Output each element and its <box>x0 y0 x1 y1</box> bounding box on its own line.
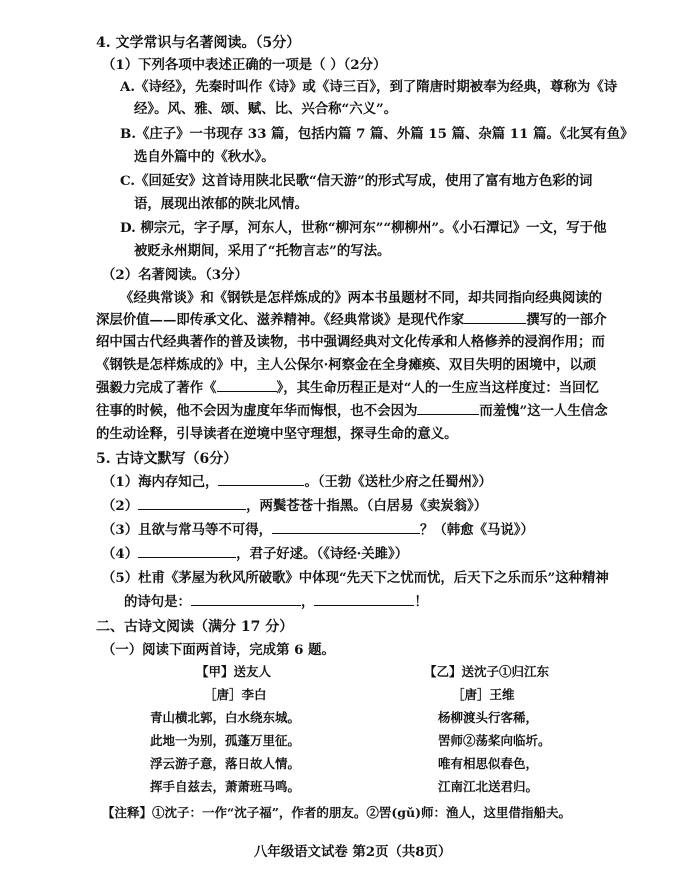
poem-b-title: 【乙】送沈子①归江东 <box>424 664 550 679</box>
recite-line3-prefix: （3）且欲与常马等不可得， <box>102 522 273 538</box>
page-footer: 八年级语文试卷 第2页（共8页） <box>254 844 452 860</box>
recite-line2 <box>102 497 487 515</box>
poem-b-line4: 江南江北送君归。 <box>438 779 539 794</box>
option-c-line1: C.《回延安》这首诗用陕北民歌“信天游”的形式写成，使用了富有地方色彩的词 <box>120 173 593 189</box>
passage-line5-tail: 》，其生命历程正是对“人的一生应当这样度过：当回忆 <box>276 380 599 396</box>
author-blank[interactable] <box>464 311 526 324</box>
recite-line4-prefix: （4） <box>102 546 139 562</box>
option-b-line2: 选自外篇中的《秋水》。 <box>134 149 275 165</box>
passage-line6 <box>96 402 608 420</box>
option-a-line2: 经》。风、雅、颂、赋、比、兴合称“六义”。 <box>134 101 398 117</box>
poem-a-line1: 青山横北郭，白水绕东城。 <box>150 710 301 725</box>
recite-line5b-end: ！ <box>414 594 428 610</box>
recite-line5b <box>124 593 428 611</box>
passage-line2-text: 深层价值——即传承文化、滋养精神。《经典常谈》是现代作家 <box>96 312 465 328</box>
recite-line4 <box>102 545 408 563</box>
poem-a-line4: 挥手自兹去，萧萧班马鸣。 <box>150 779 301 794</box>
option-d-line2: 被贬永州期间，采用了“托物言志”的写法。 <box>134 243 391 259</box>
poem-a-line2: 此地一为别，孤蓬万里征。 <box>150 733 301 748</box>
recite-line1-prefix: （1）海内存知己， <box>102 474 219 490</box>
section2-heading: 二、古诗文阅读（满分 17 分） <box>96 619 294 635</box>
q4-part1-stem: （1）下列各项中表述正确的一项是（ ）（2分） <box>102 57 387 73</box>
q5-heading: 5. 古诗文默写（6分） <box>96 451 238 467</box>
recite-line1-suffix: 。（王勃《送杜少府之任蜀州》） <box>304 474 492 490</box>
recite-blank-3[interactable] <box>272 521 420 534</box>
book-title-blank[interactable] <box>217 379 277 392</box>
poem-a-title: 【甲】送友人 <box>196 664 272 679</box>
passage-line2 <box>96 311 607 329</box>
recite-line5b-comma: ， <box>300 594 315 610</box>
recite-blank-5a[interactable] <box>191 593 301 606</box>
poem-b-line3: 唯有相思似春色， <box>438 756 539 771</box>
recite-line5: （5）杜甫《茅屋为秋风所破歌》中体现“先天下之忧而忧，后天下之乐而乐”这种精神 <box>102 570 609 586</box>
passage-line5 <box>96 379 599 397</box>
passage-line6-text: 往事的时候，他不会因为虚度年华而悔恨，也不会因为 <box>96 403 418 419</box>
passage-line1: 《经典常谈》和《钢铁是怎样炼成的》两本书虽题材不同，却共同指向经典阅读的 <box>120 290 603 306</box>
option-b-line1: B.《庄子》一书现存 33 篇，包括内篇 7 篇、外篇 15 篇、杂篇 11 篇。《北冥有鱼》 <box>120 126 634 142</box>
recite-blank-1[interactable] <box>218 473 304 486</box>
poem-b-author: ［唐］王维 <box>452 687 515 702</box>
recite-blank-2[interactable] <box>138 497 246 510</box>
recite-line1 <box>102 473 492 491</box>
poem-b-line1: 杨柳渡头行客稀， <box>438 710 539 725</box>
passage-line7: 的生动诠释，引导读者在逆境中坚守理想，探寻生命的意义。 <box>96 426 458 442</box>
recite-line3-suffix: ？（韩愈《马说》） <box>420 522 534 538</box>
reason-blank[interactable] <box>417 402 479 415</box>
poem-a-author: ［唐］李白 <box>204 687 267 702</box>
recite-line2-prefix: （2） <box>102 498 139 514</box>
option-c-line2: 语，展现出浓郁的陕北风情。 <box>134 196 309 212</box>
passage-line4: 《钢铁是怎样炼成的》中，主人公保尔·柯察金在全身瘫痪、双目失明的困境中，以顽 <box>96 357 597 373</box>
q4-part2-stem: （2）名著阅读。（3分） <box>102 267 248 283</box>
passage-line3: 绍中国古代经典著作的普及读物，书中强调经典对文化传承和人格修养的浸润作用；而 <box>96 334 605 350</box>
recite-line4-suffix: ，君子好逑。（《诗经·关雎》） <box>236 546 409 562</box>
recite-line5b-prefix: 的诗句是： <box>124 594 191 610</box>
passage-line5-text: 强毅力完成了著作《 <box>96 380 217 396</box>
poem-b-line2: 罟师②荡桨向临圻。 <box>438 733 551 748</box>
option-d-line1: D. 柳宗元，字子厚，河东人，世称“柳河东”“柳柳州”。《小石潭记》一文，写于他 <box>120 220 607 236</box>
recite-line3 <box>102 521 534 539</box>
option-a-line1: A.《诗经》，先秦时叫作《诗》或《诗三百》，到了隋唐时期被奉为经典，尊称为《诗 <box>120 79 618 95</box>
poem-a-line3: 浮云游子意，落日故人情。 <box>150 756 301 771</box>
annotation-notes: 【注释】①沈子：一作“沈子福”，作者的朋友。②罟(gǔ)师：渔人，这里借指船夫。 <box>102 805 572 820</box>
passage-line2-tail: 撰写的一部介 <box>526 312 607 328</box>
recite-line2-suffix: ，两鬓苍苍十指黑。（白居易《卖炭翁》） <box>246 498 488 514</box>
section2-sub1: （一）阅读下面两首诗，完成第 6 题。 <box>102 642 335 658</box>
recite-blank-5b[interactable] <box>314 593 414 606</box>
q4-heading: 4. 文学常识与名著阅读。（5分） <box>96 35 301 51</box>
recite-blank-4[interactable] <box>138 545 236 558</box>
passage-line6-tail: 而羞愧”这一人生信念 <box>479 403 608 419</box>
